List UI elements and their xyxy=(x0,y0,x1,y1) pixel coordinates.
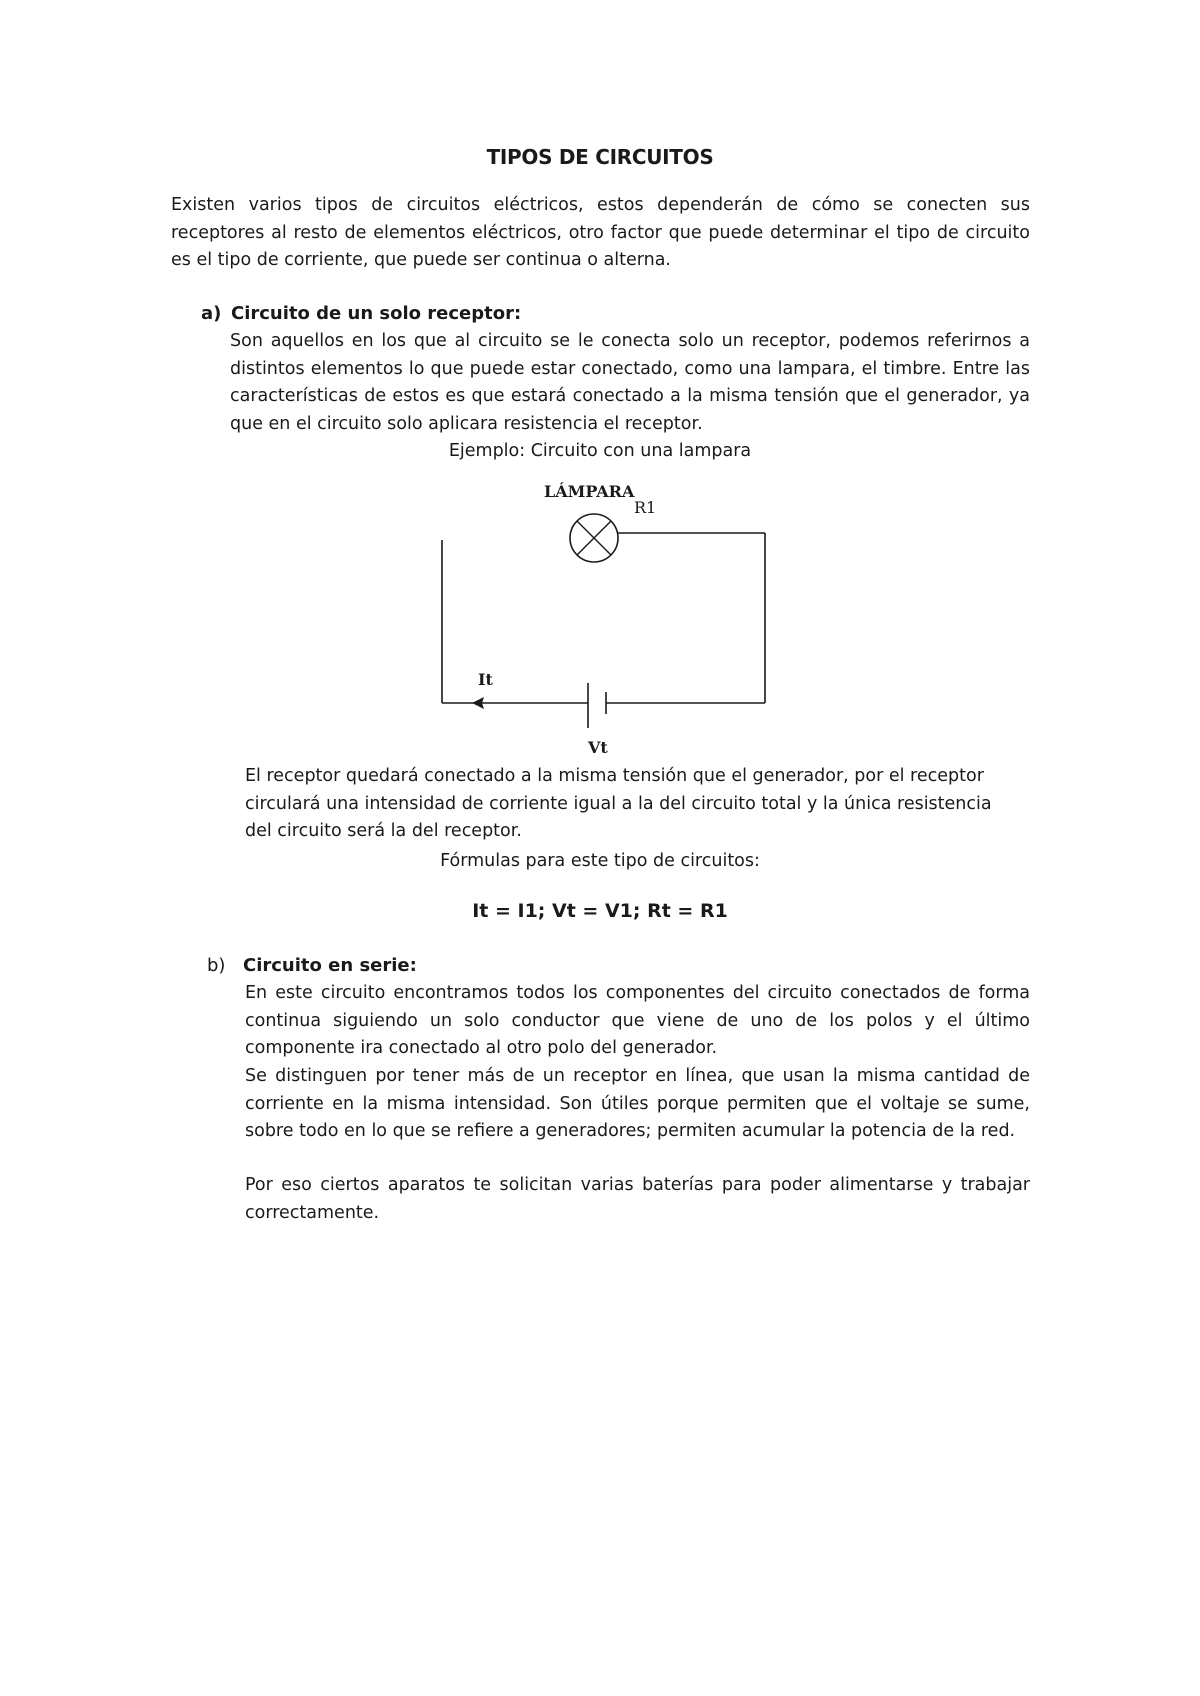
after-diagram-paragraph: El receptor quedará conectado a la misma tensión que el generador, por el receptor circulará una intensidad de corriente igual a la del circuito total y la única resistencia del circuito será la del receptor. xyxy=(245,766,992,841)
current-label: It xyxy=(478,670,493,689)
circuit-diagram xyxy=(420,470,790,760)
document-title: TIPOS DE CIRCUITOS xyxy=(486,145,714,169)
example-caption: Ejemplo: Circuito con una lampara xyxy=(448,441,752,461)
resistor-label: R1 xyxy=(634,498,657,517)
section-b-paragraph-2: Se distinguen por tener más de un receptor en línea, que usan la misma cantidad de corriente en la misma intensidad. Son útiles porque permiten que el voltaje se sume, sobre todo en lo que se refiere a generadores; permiten acumular la potencia de la red. xyxy=(245,1066,1030,1141)
section-a-body: Son aquellos en los que al circuito se le conecta solo un receptor, podemos referirnos a distintos elementos lo que puede estar conectado, como una lampara, el timbre. Entre las características de estos es que estará conectado a la misma tensión que el generador, ya que en el circuito solo aplicara resistencia el receptor. xyxy=(230,331,1030,434)
formulas-caption: Fórmulas para este tipo de circuitos: xyxy=(440,851,760,871)
section-a-heading xyxy=(201,300,521,327)
section-b-marker: b) xyxy=(207,955,226,976)
section-b-paragraph-3: Por eso ciertos aparatos te solicitan varias baterías para poder alimentarse y trabajar correctamente. xyxy=(245,1175,1030,1223)
section-b-paragraph-1: En este circuito encontramos todos los componentes del circuito conectados de forma continua siguiendo un solo conductor que viene de uno de los polos y el último componente ira conectado al otro polo del generador. xyxy=(245,983,1030,1058)
formula: It = I1; Vt = V1; Rt = R1 xyxy=(472,900,728,922)
intro-paragraph: Existen varios tipos de circuitos eléctricos, estos dependerán de cómo se conecten sus receptores al resto de elementos eléctricos, otro factor que puede determinar el tipo de circuito es el tipo de corriente, que puede ser continua o alterna. xyxy=(171,195,1030,270)
section-a-marker: a) xyxy=(201,303,222,324)
voltage-label: Vt xyxy=(588,738,608,757)
lamp-icon xyxy=(570,514,618,562)
section-b-heading xyxy=(207,952,417,979)
section-a-title: Circuito de un solo receptor: xyxy=(231,303,522,324)
lamp-label: LÁMPARA xyxy=(544,482,635,501)
section-b-title: Circuito en serie: xyxy=(243,955,417,976)
